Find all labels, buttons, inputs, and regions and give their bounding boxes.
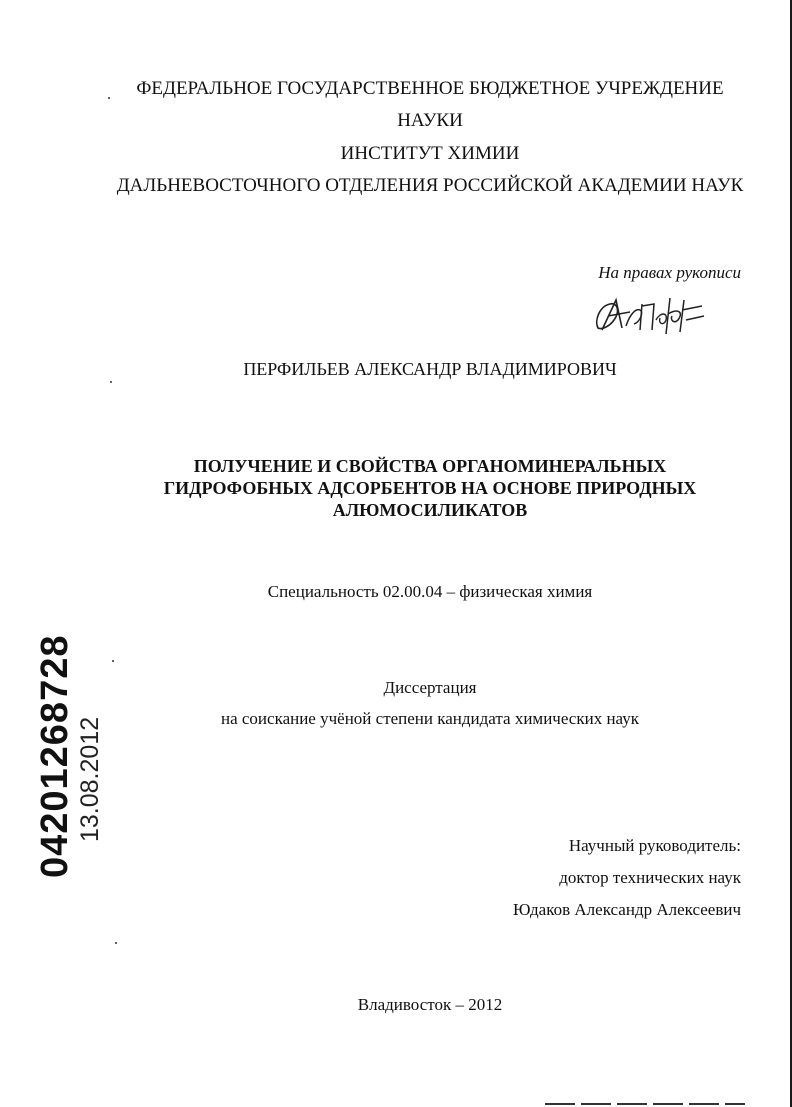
scan-speck [108,97,110,99]
scan-speck [115,942,117,944]
specialty: Специальность 02.00.04 – физическая химия [267,582,593,601]
dissertation-title-line-2: ГИДРОФОБНЫХ АДСОРБЕНТОВ НА ОСНОВЕ ПРИРОДНЫХ [163,478,697,498]
institution-line-3: ИНСТИТУТ ХИМИИ [340,143,520,164]
manuscript-rights-note: На правах рукописи [598,263,741,282]
supervisor-degree: доктор технических наук [559,868,741,887]
author-name: ПЕРФИЛЬЕВ АЛЕКСАНДР ВЛАДИМИРОВИЧ [243,359,617,379]
scan-speck [110,381,112,383]
place-year: Владивосток – 2012 [357,995,503,1014]
supervisor-label: Научный руководитель: [568,836,741,855]
institution-line-1: ФЕДЕРАЛЬНОЕ ГОСУДАРСТВЕННОЕ БЮДЖЕТНОЕ УЧРЕЖДЕНИЕ [136,78,724,99]
dissertation-title-line-3: АЛЮМОСИЛИКАТОВ [332,500,528,520]
institution-line-2: НАУКИ [397,110,463,131]
scan-speck [112,660,114,662]
supervisor-name: Юдаков Александр Алексеевич [512,900,741,919]
registration-number-stamp: 04201268728 [34,634,76,878]
dissertation-degree: на соискание учёной степени кандидата химических наук [220,709,639,728]
dissertation-label: Диссертация [383,678,477,697]
registration-date-stamp: 13.08.2012 [76,716,104,842]
author-signature [590,290,710,340]
scan-edge-mark [545,1103,745,1105]
institution-line-4: ДАЛЬНЕВОСТОЧНОГО ОТДЕЛЕНИЯ РОССИЙСКОЙ АКАДЕМИИ НАУК [116,175,744,196]
dissertation-title-line-1: ПОЛУЧЕНИЕ И СВОЙСТВА ОРГАНОМИНЕРАЛЬНЫХ [193,456,667,476]
